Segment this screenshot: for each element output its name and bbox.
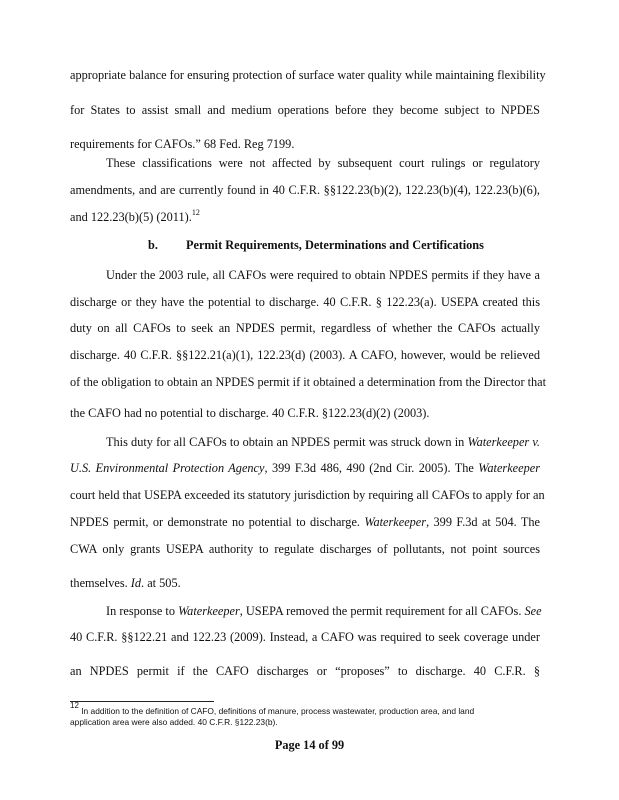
body-text-line: requirements for CAFOs.” 68 Fed. Reg 7199.	[70, 137, 295, 151]
body-text-line: U.S. Environmental Protection Agency, 399 F.3d 486, 490 (2nd Cir. 2005). The Waterkeeper	[70, 461, 540, 475]
body-text-line: NPDES permit, or demonstrate no potential to discharge. Waterkeeper, 399 F.3d at 504. The	[70, 515, 540, 529]
footnote-reference: 12	[191, 208, 200, 217]
case-citation: U.S. Environmental Protection Agency	[70, 461, 265, 475]
body-text-line: of the obligation to obtain an NPDES permit if it obtained a determination from the Director that	[70, 375, 547, 389]
case-citation: Waterkeeper	[478, 461, 540, 475]
case-citation: Waterkeeper v.	[467, 435, 540, 449]
body-text-line: the CAFO had no potential to discharge. 40 C.F.R. §122.23(d)(2) (2003).	[70, 406, 430, 420]
body-text-line: an NPDES permit if the CAFO discharges or “proposes” to discharge. 40 C.F.R. §	[70, 664, 540, 678]
body-text-line: discharge. 40 C.F.R. §§122.21(a)(1), 122.23(d) (2003). A CAFO, however, would be relieved	[70, 348, 540, 362]
section-title: Permit Requirements, Determinations and Certifications	[186, 238, 484, 252]
body-text-line: Under the 2003 rule, all CAFOs were required to obtain NPDES permits if they have a	[106, 268, 540, 282]
body-text-line: and 122.23(b)(5) (2011).$^{12}$	[70, 208, 200, 224]
body-text-line: discharge or they have the potential to discharge. 40 C.F.R. § 122.23(a). USEPA created this	[70, 295, 540, 309]
body-text-line: amendments, and are currently found in 40 C.F.R. §§122.23(b)(2), 122.23(b)(4), 122.23(b)(6),	[70, 183, 540, 197]
section-heading	[148, 238, 484, 253]
body-text-line: CWA only grants USEPA authority to regulate discharges of pollutants, not point sources	[70, 542, 540, 556]
body-text-line: These classifications were not affected by subsequent court rulings or regulatory	[106, 156, 540, 170]
footnote-line: $^{12}$ In addition to the definition of CAFO, definitions of manure, process wastewater, production area, and land	[70, 701, 475, 716]
body-text-line: appropriate balance for ensuring protection of surface water quality while maintaining flexibility	[70, 68, 546, 82]
case-citation: Waterkeeper	[364, 515, 427, 529]
body-text-line: In response to Waterkeeper, USEPA removed the permit requirement for all CAFOs. See	[106, 604, 542, 618]
footnote-line: application area were also added. 40 C.F.R. §122.23(b).	[70, 717, 278, 727]
footnote-number: 12	[70, 701, 79, 710]
body-text-line: duty on all CAFOs to seek an NPDES permit, regardless of whether the CAFOs actually	[70, 321, 540, 335]
body-text-line: themselves. Id. at 505.	[70, 576, 181, 590]
case-citation: Id	[130, 576, 142, 590]
page-number: Page 14 of 99	[274, 738, 345, 752]
footnote-separator	[70, 701, 214, 702]
body-text-line: court held that USEPA exceeded its statutory jurisdiction by requiring all CAFOs to apply for an	[70, 488, 545, 502]
body-text-line: 40 C.F.R. §§122.21 and 122.23 (2009). Instead, a CAFO was required to seek coverage under	[70, 630, 540, 644]
body-text-line: for States to assist small and medium operations before they become subject to NPDES	[70, 103, 540, 117]
case-citation: Waterkeeper	[178, 604, 240, 618]
body-text-line: This duty for all CAFOs to obtain an NPDES permit was struck down in Waterkeeper v.	[106, 435, 540, 449]
signal-word: See	[524, 604, 542, 618]
section-label: b.	[148, 238, 158, 252]
